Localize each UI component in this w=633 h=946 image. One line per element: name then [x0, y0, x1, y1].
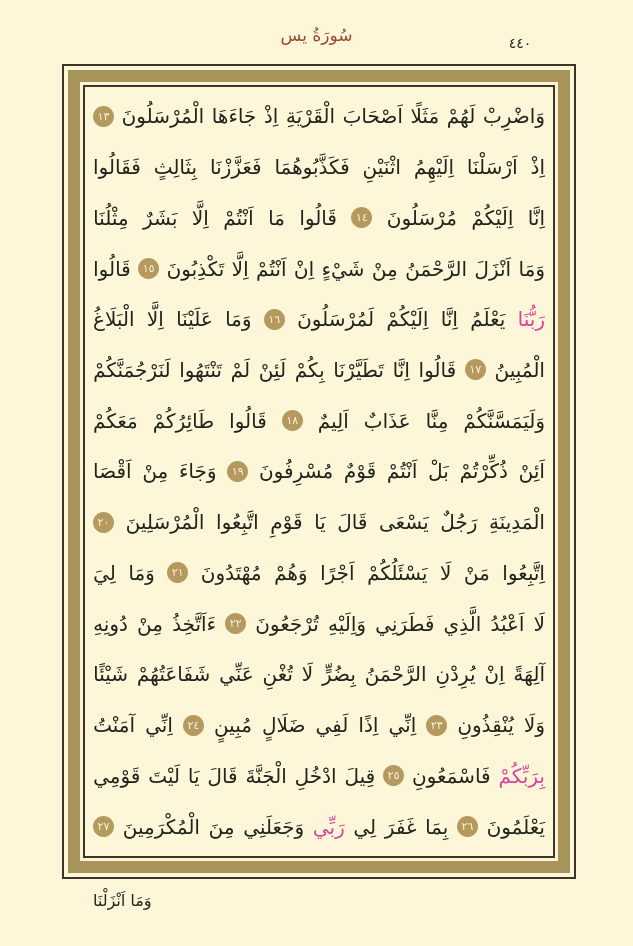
word: اتَّبِعُوا — [216, 510, 259, 535]
text-line — [91, 497, 547, 548]
verse-number-badge: ١٤ — [351, 207, 372, 228]
word: وَاِلَيْهِ — [327, 611, 367, 636]
word: مِنْ — [142, 459, 169, 484]
word: قَوْمِي — [93, 763, 141, 788]
word: ذُكِّرْتُمْ — [459, 459, 508, 484]
word: اِلَيْكُمْ — [386, 307, 429, 332]
word: لِي — [353, 814, 377, 839]
text-line — [91, 345, 547, 396]
text-line — [91, 598, 547, 649]
word: اَنْزَلَ — [474, 256, 512, 281]
text-line — [91, 91, 547, 142]
word: مَعَكُمْ — [93, 408, 138, 433]
word: مِنْ — [137, 611, 163, 636]
highlighted-word: رَبُّنَا — [517, 307, 545, 332]
frame-light-line — [80, 82, 558, 861]
word: عَنِّي — [219, 662, 254, 687]
text-line — [91, 751, 547, 802]
word: لَمُرْسَلُونَ — [297, 307, 375, 332]
word: بِضُرٍّ — [321, 662, 356, 687]
word: الرَّحْمَنُ — [405, 256, 468, 281]
text-line — [91, 142, 547, 193]
verse-number-badge: ١٩ — [227, 461, 248, 482]
frame-inner-line — [83, 85, 555, 858]
word: جَاءَهَا — [211, 104, 257, 129]
word: اِذًا — [358, 713, 379, 738]
text-line — [91, 801, 547, 852]
word: وَجَعَلَنِي — [243, 814, 305, 839]
word: قَالَ — [207, 763, 238, 788]
word: اَنْتُمْ — [386, 459, 418, 484]
word: لِيَ — [93, 560, 116, 585]
word: شَيْءٍ — [321, 256, 365, 281]
highlighted-word: بِرَبِّكُمْ — [498, 763, 545, 788]
word: بَشَرٌ — [142, 205, 178, 230]
word: قَالَ — [337, 510, 368, 535]
word: تُغْنِ — [262, 662, 293, 687]
word: بَلْ — [428, 459, 449, 484]
word: اِنْ — [484, 662, 505, 687]
word: اَصْحَابَ — [342, 104, 403, 129]
word: لَنَرْجُمَنَّكُمْ — [93, 357, 171, 382]
word: تَنْتَهُوا — [179, 357, 222, 382]
word: اَنْتُمْ — [223, 205, 254, 230]
word: مِنَّا — [425, 408, 449, 433]
word: فَاسْمَعُونِ — [411, 763, 491, 788]
word: الْمُكْرَمِينَ — [122, 814, 200, 839]
word: يَا — [187, 763, 200, 788]
word: اِلَيْكُمْ — [471, 205, 514, 230]
word: مَنْ — [463, 560, 490, 585]
word: وَمَا — [128, 560, 155, 585]
word: وَمَا — [518, 256, 545, 281]
word: ادْخُلِ — [294, 763, 337, 788]
verse-number-badge: ٢٣ — [426, 715, 447, 736]
word: قِيلَ — [344, 763, 376, 788]
word: يُرِدْنِ — [435, 662, 476, 687]
word: آمَنْتُ — [93, 713, 136, 738]
word: لَمْ — [230, 357, 251, 382]
text-line — [91, 649, 547, 700]
verse-number-badge: ١٧ — [465, 359, 486, 380]
verse-number-badge: ١٦ — [264, 309, 285, 330]
verse-number-badge: ١٨ — [282, 410, 303, 431]
word: اِلَّا — [146, 307, 164, 332]
text-line — [91, 243, 547, 294]
page-number: ٤٤٠ — [508, 36, 532, 52]
word: فَكَذَّبُوهُمَا — [274, 155, 350, 180]
word: غَفَرَ — [384, 814, 417, 839]
verse-number-badge: ١٣ — [93, 106, 114, 127]
word: يَسْعَى — [378, 510, 429, 535]
word: قَوْمِ — [270, 510, 303, 535]
word: مُرْسَلُونَ — [386, 205, 457, 230]
word: الَّذِي — [443, 611, 482, 636]
word: اَجْرًا — [320, 560, 355, 585]
word: لَيْتَ — [148, 763, 181, 788]
verse-number-badge: ٢٦ — [457, 816, 478, 837]
word: اَقْصَا — [93, 459, 132, 484]
word: اَلِيمٌ — [317, 408, 349, 433]
word: فَعَزَّزْنَا — [210, 155, 262, 180]
text-line — [91, 446, 547, 497]
word: اِذْ — [263, 104, 279, 129]
highlighted-word: رَبِّي — [312, 814, 345, 839]
word: الْبَلَاغُ — [93, 307, 135, 332]
word: تَطَيَّرْنَا — [333, 357, 384, 382]
word: ضَلَالٍ — [262, 713, 306, 738]
text-line — [91, 192, 547, 243]
word: دُونِهِ — [93, 611, 128, 636]
word: يَا — [314, 510, 326, 535]
verse-number-badge: ١٥ — [138, 258, 159, 279]
word: قَالُوا — [93, 256, 131, 281]
verse-number-badge: ٢١ — [167, 562, 188, 583]
word: لَا — [533, 611, 545, 636]
word: اِلَّا — [231, 256, 249, 281]
word: اِذْ — [530, 155, 545, 180]
word: شَفَاعَتُهُمْ — [136, 662, 211, 687]
surah-title: سُورَةُ يس — [280, 26, 353, 46]
word: يُنْقِذُونِ — [457, 713, 514, 738]
word: اِنِّي — [388, 713, 417, 738]
word: الْجَنَّةَ — [245, 763, 287, 788]
word: بِمَا — [425, 814, 449, 839]
word: وَمَا — [225, 307, 252, 332]
word: اِنَّا — [392, 357, 410, 382]
word: وَجَاءَ — [178, 459, 217, 484]
text-line — [91, 548, 547, 599]
word: اَعْبُدُ — [490, 611, 525, 636]
verse-number-badge: ٢٤ — [183, 715, 204, 736]
word: الْمُبِينُ — [494, 357, 545, 382]
word: لَئِنْ — [258, 357, 287, 382]
word: الْقَرْيَةِ — [285, 104, 335, 129]
word: لَا — [439, 560, 452, 585]
word: آلِهَةً — [513, 662, 545, 687]
word: مِثْلُنَا — [93, 205, 129, 230]
word: مِنَ — [208, 814, 235, 839]
word: قَالُوا — [229, 408, 267, 433]
word: قَالُوا — [418, 357, 457, 382]
verse-number-badge: ٢٥ — [383, 765, 404, 786]
word: وَاضْرِبْ — [482, 104, 545, 129]
ornamental-frame — [62, 64, 576, 879]
word: عَذَابٌ — [363, 408, 411, 433]
word: اَئِنْ — [518, 459, 545, 484]
word: قَوْمٌ — [343, 459, 377, 484]
word: طَائِرُكُمْ — [152, 408, 215, 433]
word: اِنِّي — [145, 713, 173, 738]
word: اَنْتُمْ — [256, 256, 287, 281]
word: شَيْئًا — [93, 662, 129, 687]
word: قَالُوا — [299, 205, 337, 230]
text-line — [91, 395, 547, 446]
text-line — [91, 700, 547, 751]
word: لَهُمْ — [446, 104, 476, 129]
word: مِنْ — [371, 256, 398, 281]
word: مُهْتَدُونَ — [200, 560, 262, 585]
word: يَعْلَمُونَ — [486, 814, 545, 839]
word: اِنْ — [293, 256, 315, 281]
word: ءَاَتَّخِذُ — [172, 611, 217, 636]
word: وَهُمْ — [274, 560, 308, 585]
verse-number-badge: ٢٧ — [93, 816, 114, 837]
word: اِلَيْهِمُ — [413, 155, 455, 180]
word: فَطَرَنِي — [375, 611, 435, 636]
word: بِكُمْ — [294, 357, 325, 382]
word: لَفِي — [315, 713, 349, 738]
word: مَا — [268, 205, 285, 230]
word: تُرْجَعُونَ — [255, 611, 319, 636]
word: الْمُرْسَلُونَ — [121, 104, 205, 129]
word: اِلَّا — [191, 205, 209, 230]
word: مُسْرِفُونَ — [258, 459, 334, 484]
word: اِنَّا — [440, 307, 458, 332]
word: عَلَيْنَا — [176, 307, 213, 332]
word: تَكْذِبُونَ — [166, 256, 225, 281]
frame-gold-band — [68, 70, 570, 873]
word: فَقَالُوا — [93, 155, 141, 180]
word: وَلَا — [523, 713, 545, 738]
word: يَعْلَمُ — [470, 307, 506, 332]
word: بِثَالِثٍ — [153, 155, 198, 180]
word: مَثَلًا — [410, 104, 440, 129]
word: رَجُلٌ — [440, 510, 478, 535]
quran-text-area — [91, 91, 547, 852]
word: الْمُرْسَلِينَ — [125, 510, 205, 535]
verse-number-badge: ٢٢ — [225, 613, 246, 634]
word: اثْنَيْنِ — [362, 155, 401, 180]
text-line — [91, 294, 547, 345]
word: اِنَّا — [527, 205, 545, 230]
word: مُبِينٍ — [213, 713, 252, 738]
word: الرَّحْمَنُ — [364, 662, 427, 687]
word: اِتَّبِعُوا — [502, 560, 545, 585]
catchword: وَمَا اَنْزَلْنَا — [93, 891, 152, 910]
word: لَا — [301, 662, 314, 687]
verse-number-badge: ٢٠ — [93, 512, 114, 533]
word: الْمَدِينَةِ — [488, 510, 545, 535]
word: يَسْئَلُكُمْ — [367, 560, 428, 585]
word: اَرْسَلْنَا — [466, 155, 518, 180]
word: وَلَيَمَسَّنَّكُمْ — [463, 408, 545, 433]
